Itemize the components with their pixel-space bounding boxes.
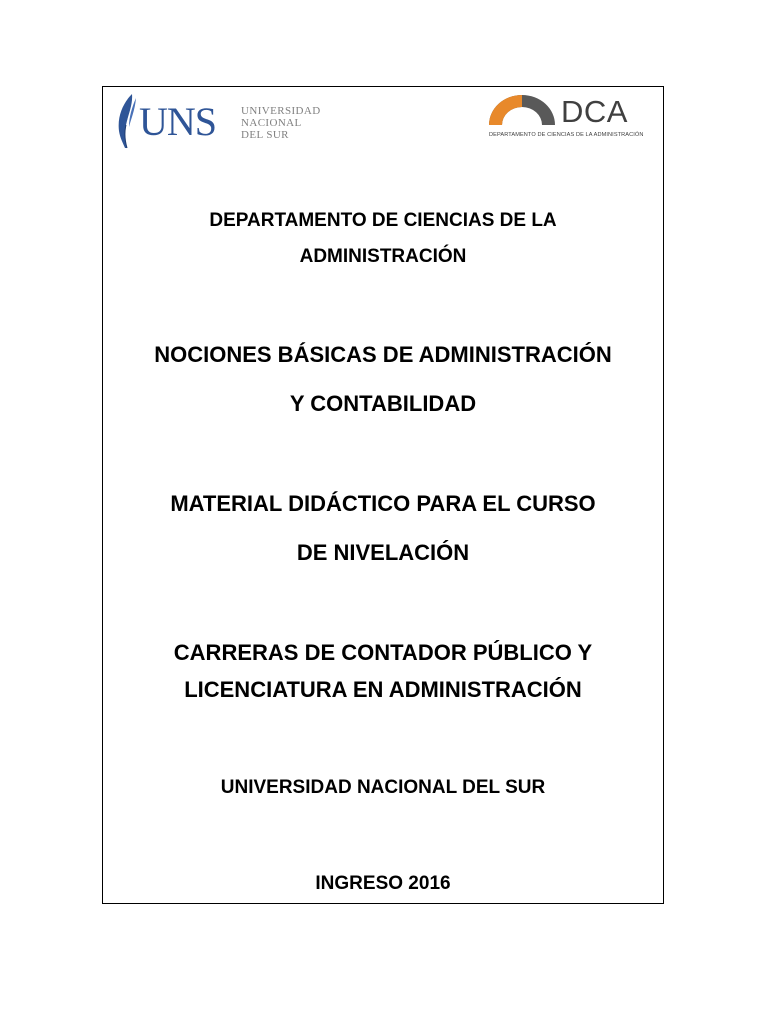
- uns-logo-line: UNIVERSIDAD: [241, 105, 321, 117]
- title-line-1: NOCIONES BÁSICAS DE ADMINISTRACIÓN: [154, 342, 612, 367]
- dca-logo-letters: DCA: [561, 94, 628, 129]
- careers-line-2: LICENCIATURA EN ADMINISTRACIÓN: [184, 677, 582, 702]
- careers-line-1: CARRERAS DE CONTADOR PÚBLICO Y: [173, 640, 593, 665]
- department-line-1: DEPARTAMENTO DE CIENCIAS DE LA: [209, 210, 557, 231]
- material-line-2: DE NIVELACIÓN: [296, 540, 470, 565]
- arc-icon: [487, 93, 557, 127]
- university-name: UNIVERSIDAD NACIONAL DEL SUR: [220, 777, 546, 798]
- document-cover: [102, 86, 664, 904]
- uns-logo-line: DEL SUR: [241, 129, 289, 141]
- title-line-2: Y CONTABILIDAD: [289, 391, 477, 416]
- uns-logo-letters: UNS: [139, 99, 217, 144]
- uns-logo: [115, 93, 345, 149]
- department-line-2: ADMINISTRACIÓN: [299, 246, 467, 267]
- intake-year: INGRESO 2016: [315, 873, 451, 894]
- dca-logo: [487, 93, 647, 143]
- feather-icon: [115, 93, 141, 149]
- material-line-1: MATERIAL DIDÁCTICO PARA EL CURSO: [170, 491, 596, 516]
- uns-logo-subtitle: [241, 105, 321, 141]
- uns-logo-line: NACIONAL: [241, 117, 302, 129]
- dca-logo-subtitle: DEPARTAMENTO DE CIENCIAS DE LA ADMINISTRACIÓN: [489, 132, 644, 138]
